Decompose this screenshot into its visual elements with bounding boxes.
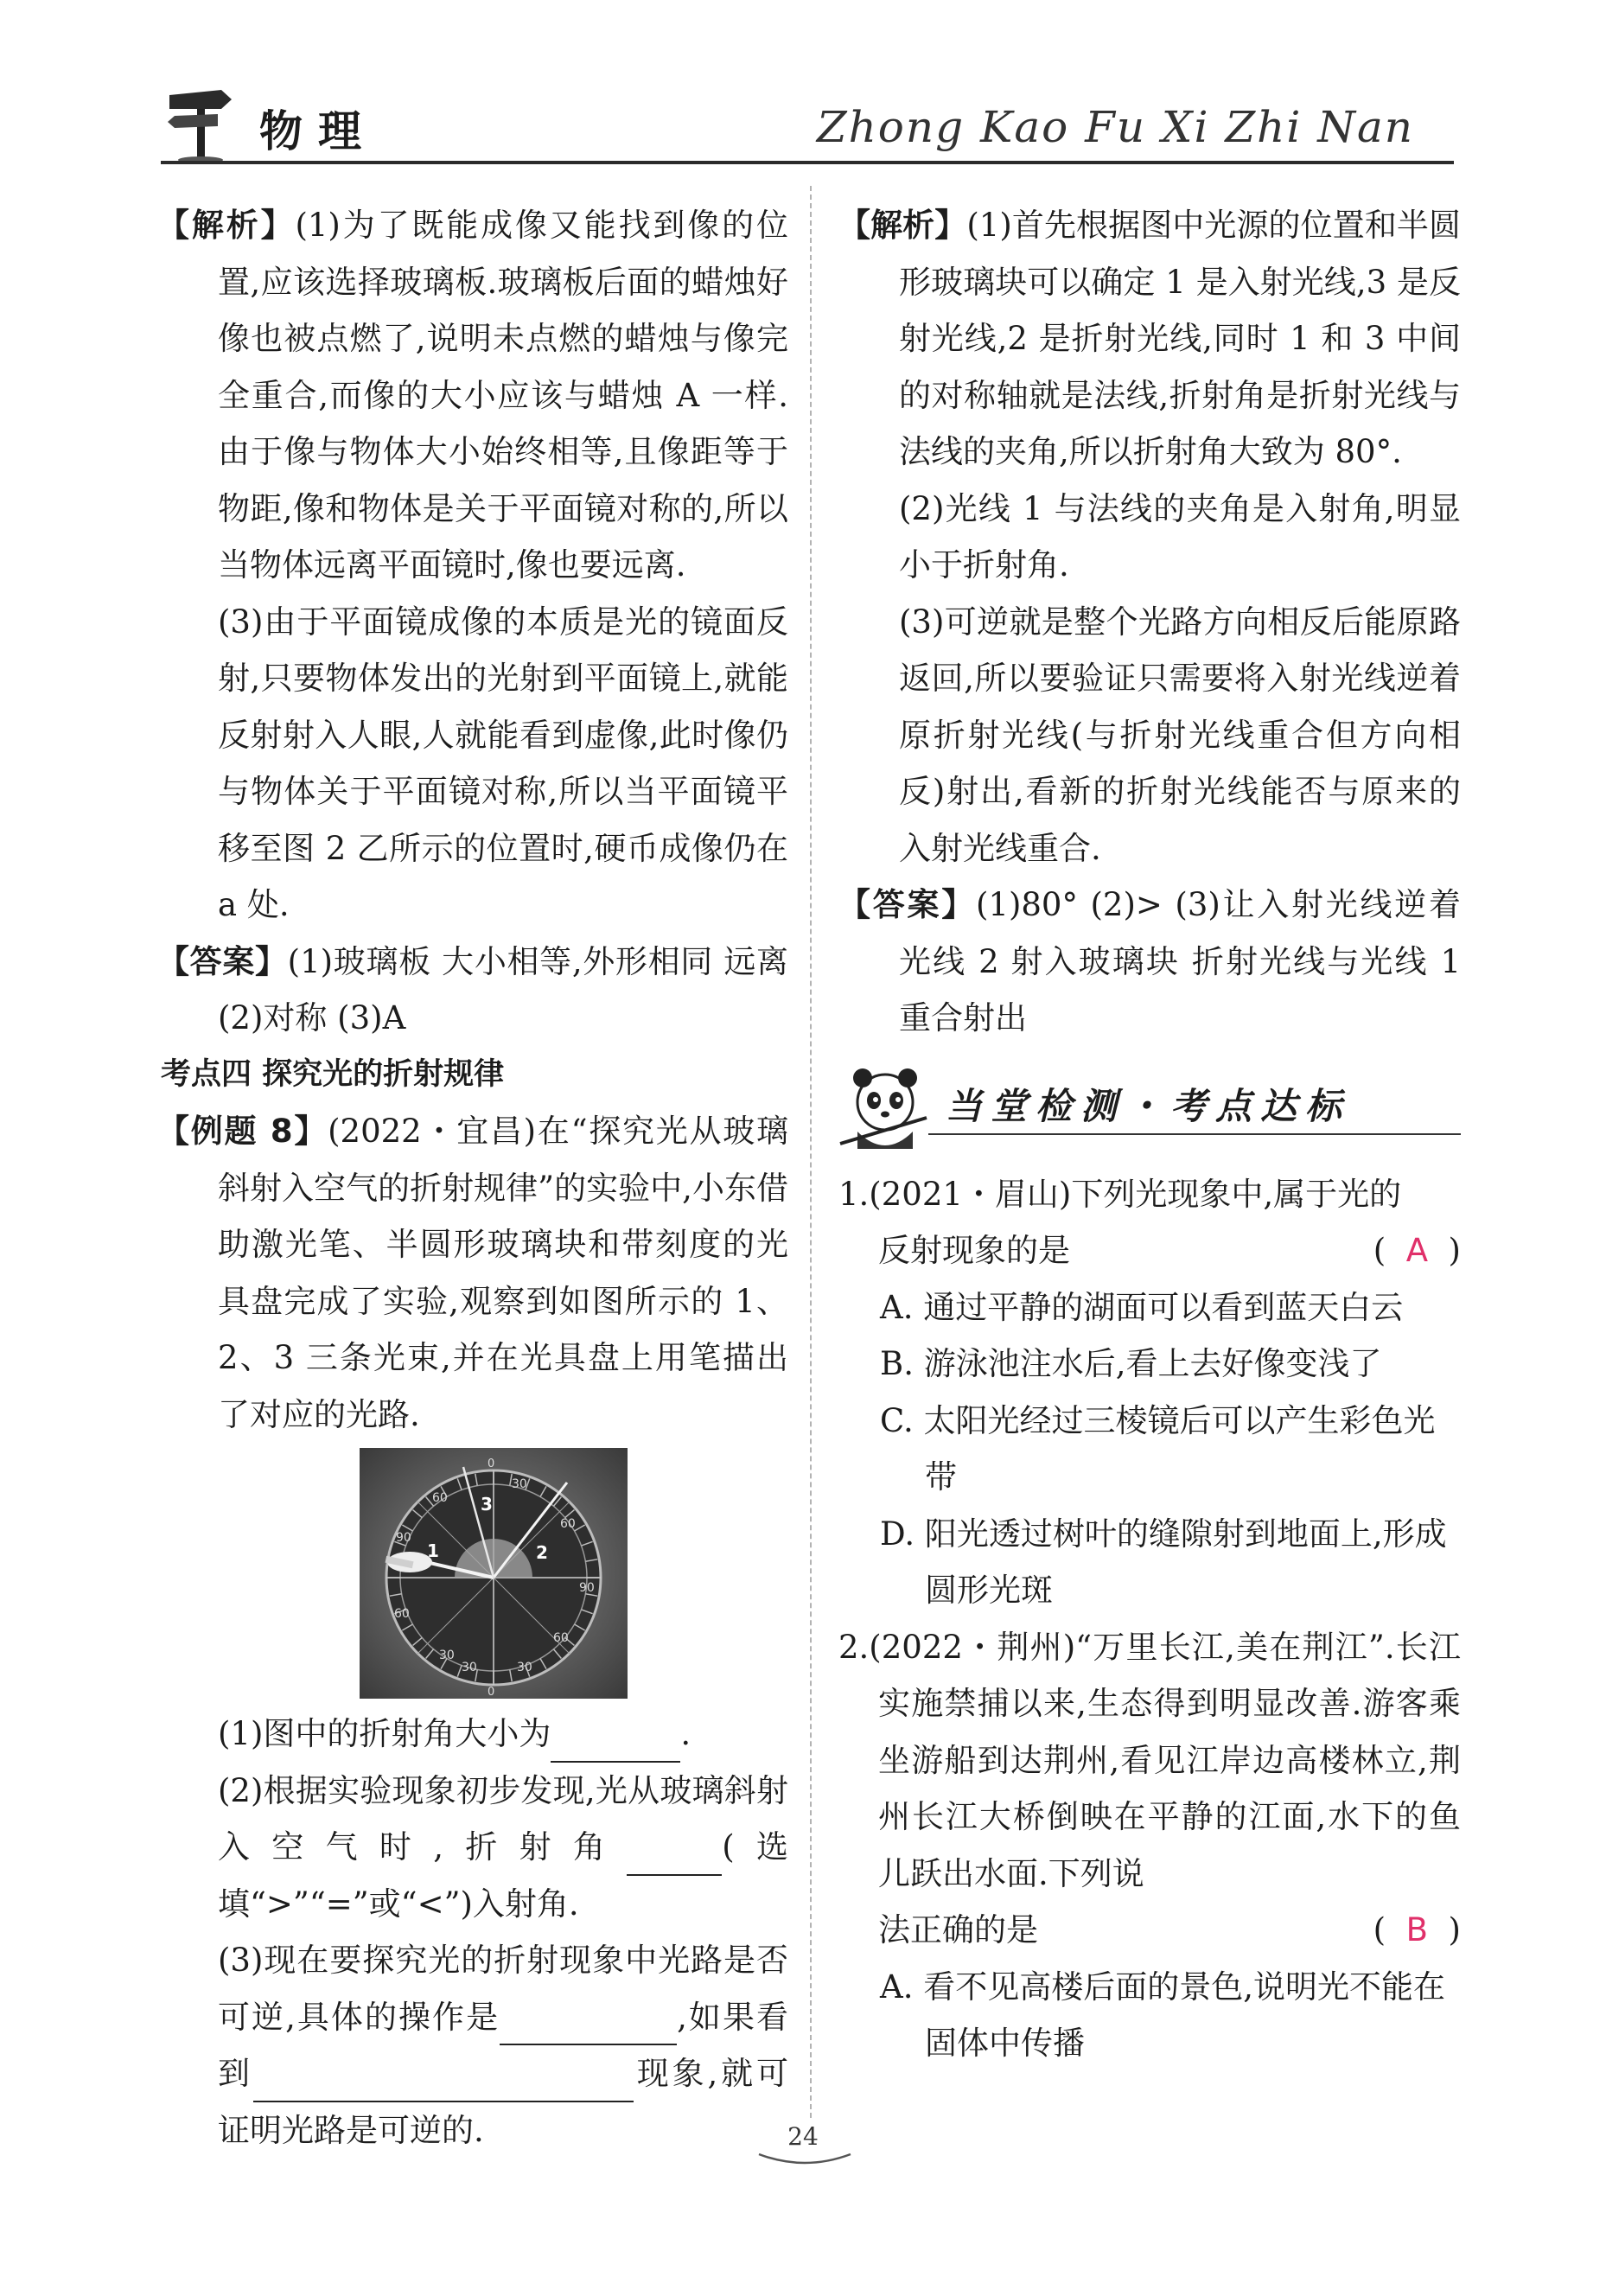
refraction-experiment-photo [360, 1448, 628, 1699]
quiz-question-1-stem-end [838, 1222, 1461, 1279]
page-number: 24 [787, 2122, 819, 2151]
dial-label: 60 [432, 1491, 448, 1505]
section-banner-title: 当堂检测・考点达标 [946, 1084, 1351, 1127]
dial-label: 90 [396, 1531, 411, 1545]
answer-bracket: ( B ) [1373, 1911, 1461, 1948]
quiz-question-2-stem-end [838, 1902, 1461, 1959]
header-series-title: Zhong Kao Fu Xi Zhi Nan [816, 102, 1414, 152]
beam-label-1: 1 [427, 1540, 439, 1561]
answer-2 [838, 877, 1461, 1047]
answer-1-text: (1)玻璃板 大小相等,外形相同 远离 (2)对称 (3)A [218, 942, 789, 1036]
analysis-1-para-3: (3)由于平面镜成像的本质是光的镜面反射,只要物体发出的光射到平面镜上,就能反射射入人眼,人就能看到虚像,此时像仍与物体关于平面镜对称,所以当平面镜平移至图 2 乙所示的位置时,硬币成像仍在 a 处. [218, 603, 788, 923]
example-8 [157, 1103, 788, 1443]
option: B. 游泳池注水后,看上去好像变浅了 [880, 1345, 1382, 1382]
section-banner [833, 1054, 1461, 1161]
q3-text-b: , [677, 1998, 687, 2036]
page-number-ornament [757, 2152, 852, 2165]
q2-text-a: (2)根据实验现象初步发现,光从玻璃斜射入空气时,折射角 [218, 1771, 788, 1866]
answer-blank[interactable] [500, 2009, 677, 2045]
banner-underline [928, 1133, 1461, 1135]
section-title: 考点四 探究光的折射规律 [161, 1056, 505, 1092]
q1-stem-b: 反射现象的是 [878, 1232, 1070, 1269]
q3-text-a: (3)现在要探究光的折射现象中光路是否可逆,具体的操作是 [218, 1942, 788, 2036]
q3-text-d: 现象,就可证明光路是可逆的. [218, 2055, 788, 2149]
q2-text-b: (选填“>”“=”或“<”)入射角. [218, 1828, 788, 1923]
answer-blank[interactable] [627, 1840, 722, 1876]
dial-label: 60 [394, 1607, 410, 1621]
dial-label: 30 [462, 1661, 477, 1674]
dial-label: 90 [579, 1581, 595, 1595]
signpost-icon [166, 83, 237, 163]
q2-stem-b: 法正确的是 [878, 1911, 1038, 1948]
question-part-1 [157, 1706, 788, 1763]
example-tag: 【例题 8】 [157, 1113, 328, 1150]
column-divider [810, 186, 812, 2118]
answer-tag: 【答案】 [838, 886, 976, 923]
analysis-2-para-2: (2)光线 1 与法线的夹角是入射角,明显小于折射角. [899, 489, 1461, 584]
question-part-2 [157, 1763, 788, 1933]
analysis-1-text-1: (1)为了既能成像又能找到像的位置,应该选择玻璃板.玻璃板后面的蜡烛好像也被点燃了,说明未点燃的蜡烛与像完全重合,而像的大小应该与蜡烛 A 一样.由于像与物体大小始终相等,且像距等于物距,像和物体是关于平面镜对称的,所以当物体远离平面镜时,像也要远离. [218, 207, 788, 584]
analysis-tag: 【解析】 [157, 207, 296, 244]
header-rule [161, 161, 1454, 164]
answer-blank[interactable] [551, 1726, 680, 1763]
q1-stem-a: 1.(2021・眉山)下列光现象中,属于光的 [838, 1175, 1402, 1213]
beam-label-2: 2 [536, 1542, 548, 1563]
q1-text: (1)图中的折射角大小为 [218, 1715, 551, 1752]
q1-end: . [680, 1715, 691, 1752]
analysis-2-text-1: (1)首先根据图中光源的位置和半圆形玻璃块可以确定 1 是入射光线,3 是反射光线,2 是折射光线,同时 1 和 3 中间的对称轴就是法线,折射角是折射光线与法线的夹角,所以折射角大致为 80°. [899, 207, 1461, 470]
dial-label: 30 [517, 1661, 532, 1674]
option: A. 通过平静的湖面可以看到蓝天白云 [880, 1288, 1404, 1326]
dial-label: 30 [512, 1477, 527, 1491]
answer-bracket: ( A ) [1373, 1232, 1461, 1269]
header-subject: 物理 [259, 105, 377, 156]
analysis-1-para-1 [157, 197, 788, 594]
dial-label: 60 [560, 1517, 576, 1531]
right-column [838, 197, 1461, 2072]
quiz-question-2-stem [838, 1619, 1461, 1903]
answer-choice: A [1405, 1232, 1429, 1269]
example-8-text: (2022・宜昌)在“探究光从玻璃斜射入空气的折射规律”的实验中,小东借助激光笔、半圆形玻璃块和带刻度的光具盘完成了实验,观察到如图所示的 1、2、3 三条光束,并在光具盘上用笔描出了对应的光路. [218, 1113, 788, 1433]
option: A. 看不见高楼后面的景色,说明光不能在固体中传播 [880, 1968, 1446, 2062]
option: C. 太阳光经过三棱镜后可以产生彩色光带 [880, 1401, 1436, 1496]
dial-label: 0 [488, 1457, 495, 1470]
answer-choice: B [1405, 1911, 1429, 1948]
analysis-2-para-3: (3)可逆就是整个光路方向相反后能原路返回,所以要验证只需要将入射光线逆着原折射光线(与折射光线重合但方向相反)射出,看新的折射光线能否与原来的入射光线重合. [899, 603, 1461, 867]
dial-label: 0 [488, 1686, 495, 1699]
dial-label: 30 [439, 1649, 455, 1662]
option: D. 阳光透过树叶的缝隙射到地面上,形成圆形光斑 [880, 1515, 1447, 1609]
answer-1 [157, 934, 788, 1047]
panda-mascot-icon [833, 1057, 937, 1158]
beam-label-3: 3 [481, 1494, 493, 1515]
answer-tag: 【答案】 [157, 942, 288, 980]
left-column [157, 197, 788, 2159]
answer-blank[interactable] [253, 2066, 634, 2102]
answer-2-text: (1)80° (2)> (3)让入射光线逆着光线 2 射入玻璃块 折射光线与光线 1 重合射出 [899, 886, 1462, 1036]
dial-label: 60 [553, 1631, 569, 1645]
quiz-question-1-stem [838, 1166, 1461, 1223]
q2-stem-a: 2.(2022・荆州)“万里长江,美在荆江”.长江实施禁捕以来,生态得到明显改善.游客乘坐游船到达荆州,看见江岸边高楼林立,荆州长江大桥倒映在平静的江面,水下的鱼儿跃出水面.下列说 [838, 1628, 1461, 1892]
q3-text-c: 如果看到 [218, 1998, 789, 2092]
analysis-2-para-1 [838, 197, 1461, 481]
analysis-tag: 【解析】 [838, 207, 967, 244]
